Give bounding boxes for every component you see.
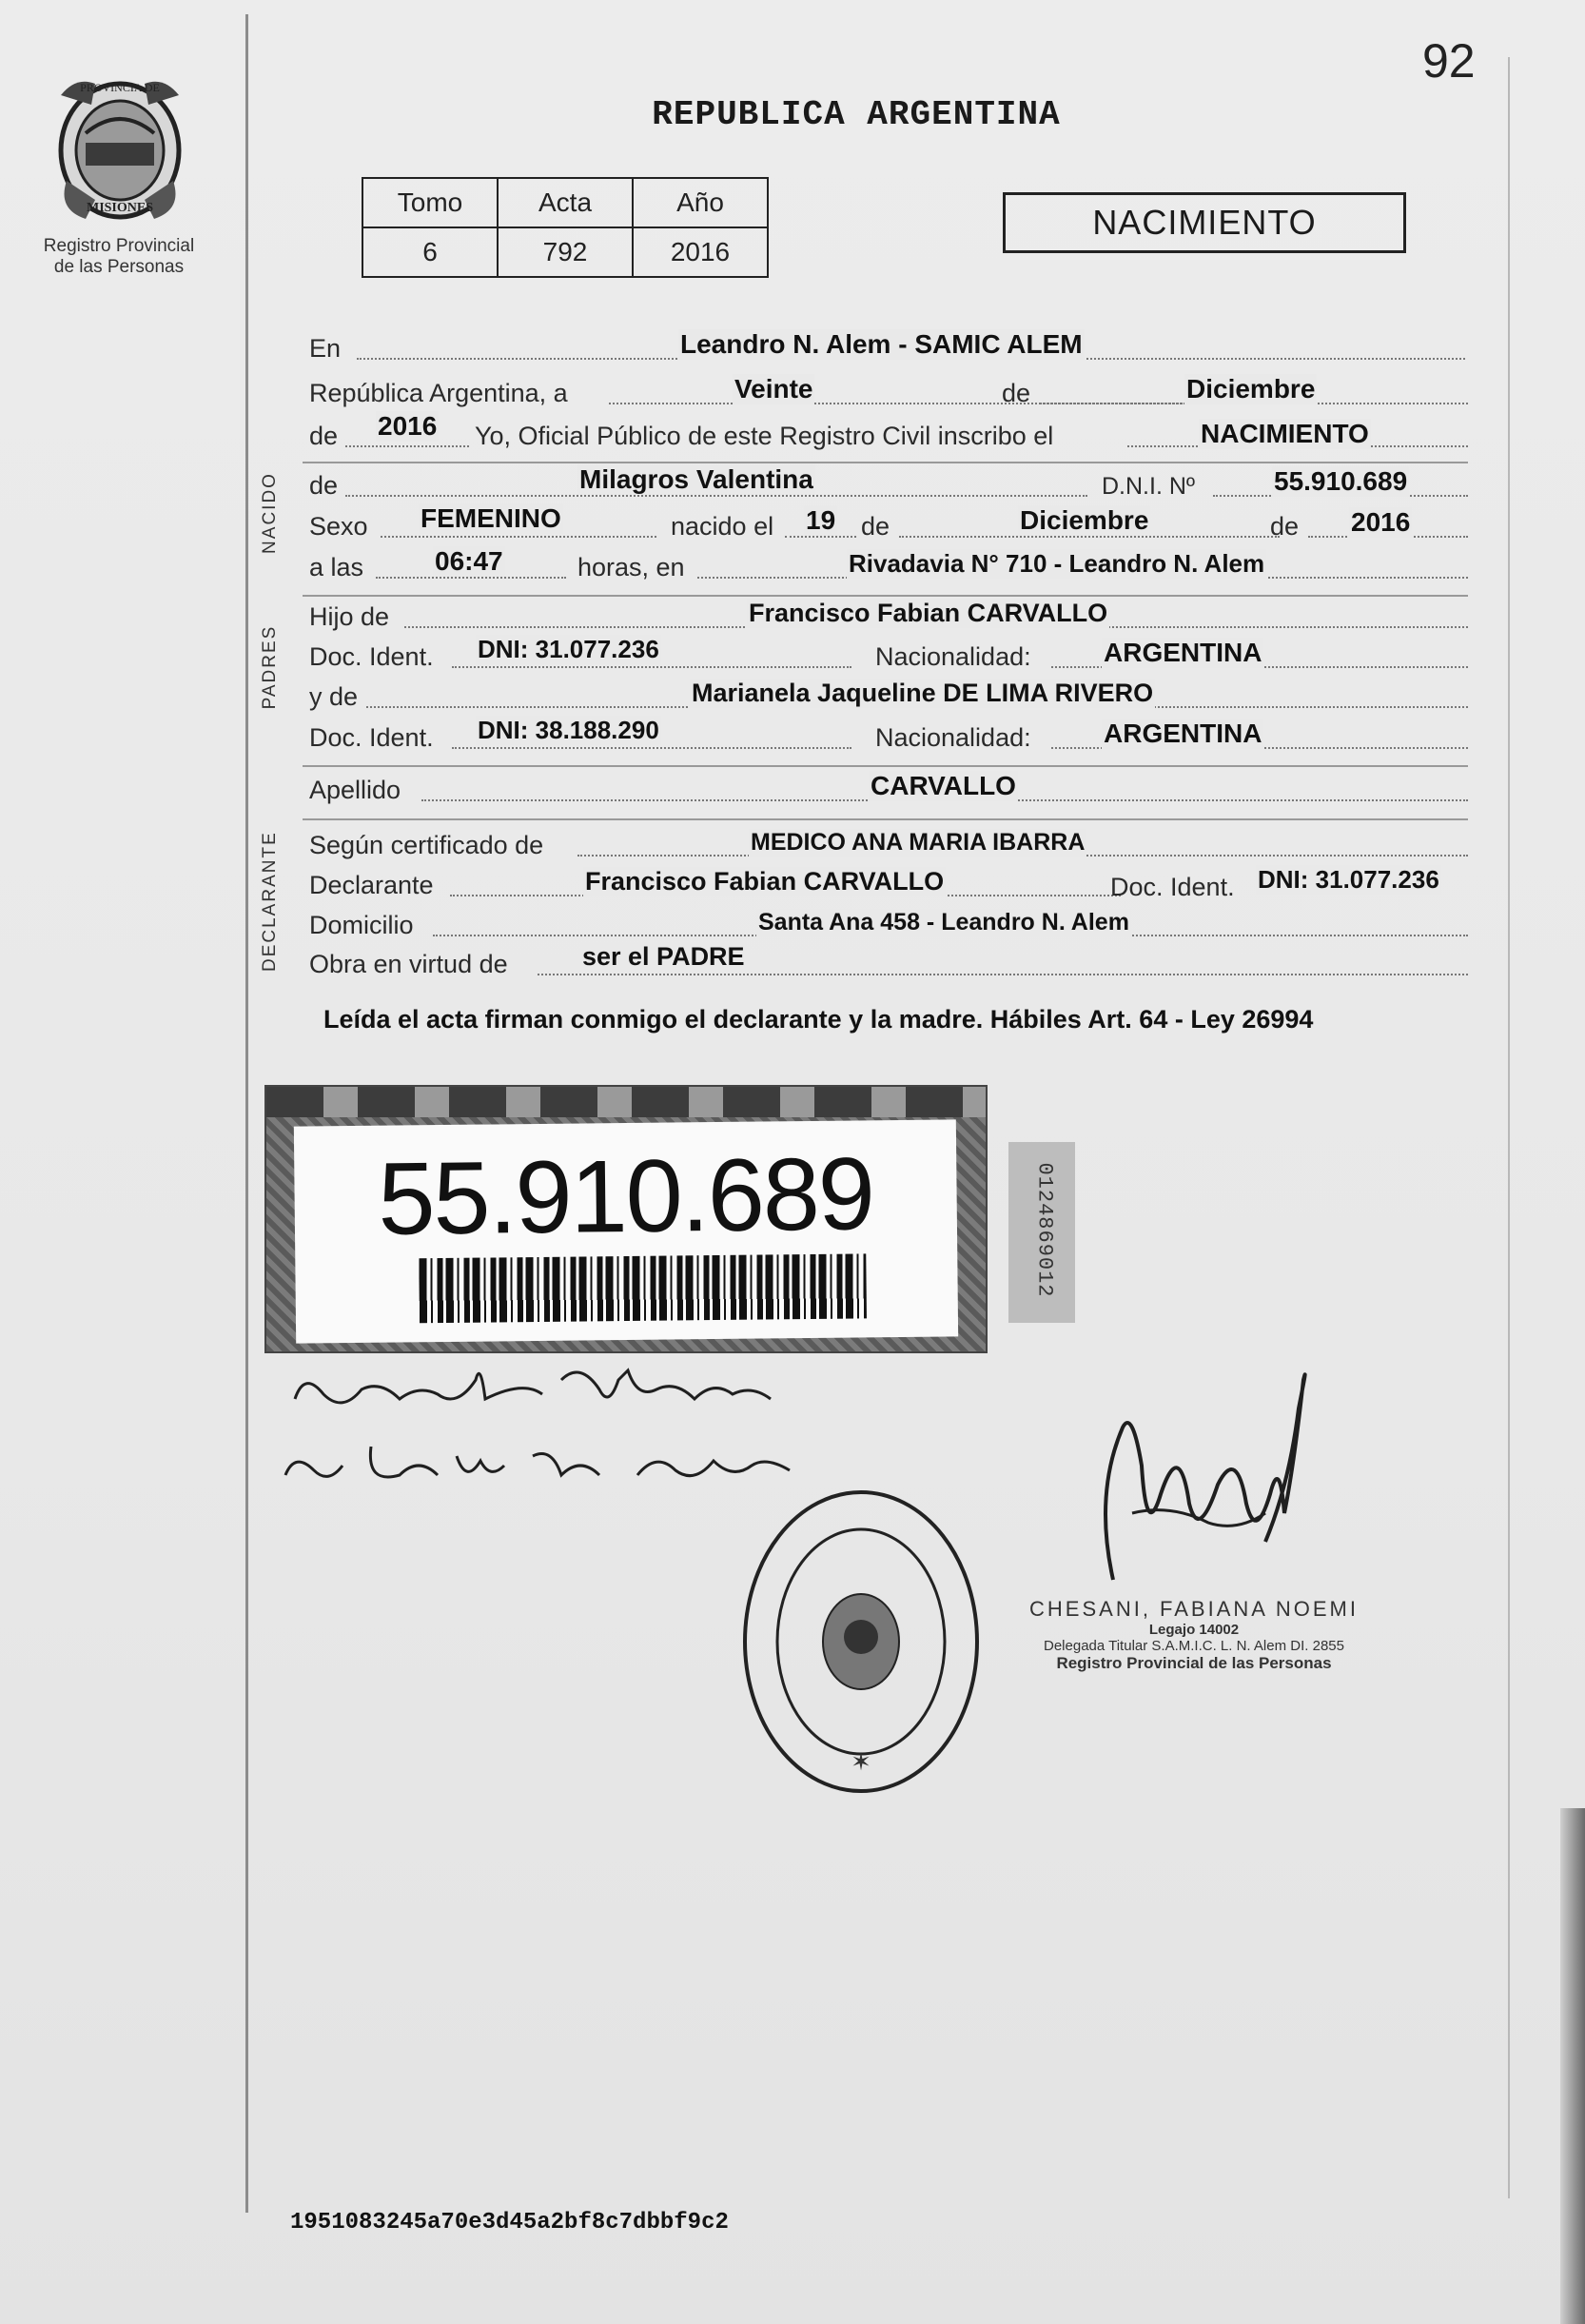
acta-value-tomo: 6 [362,227,498,277]
acta-table [362,177,769,278]
label-nac-madre: Nacionalidad: [875,723,1031,752]
label-sexo: Sexo [309,512,368,541]
value-event: NACIMIENTO [1201,419,1369,448]
page-number: 92 [1422,34,1476,88]
value-certificado: MEDICO ANA MARIA IBARRA [751,829,1086,856]
value-doc-declarante: DNI: 31.077.236 [1258,865,1439,894]
section-nacido: NACIDO [260,472,280,554]
label-de-nombre: de [309,471,339,500]
value-madre: Marianela Jaqueline DE LIMA RIVERO [692,679,1154,707]
document-hash: 1951083245a70e3d45a2bf8c7dbbf9c2 [290,2210,729,2235]
closing-text: Leída el acta firman conmigo el declarante y la madre. Hábiles Art. 64 - Ley 26994 [323,1005,1314,1034]
value-birth-month: Diciembre [1020,505,1149,535]
row-sexo [309,503,1468,543]
value-nac-madre: ARGENTINA [1104,719,1262,748]
page-edge [1508,57,1510,2198]
row-certificado [309,828,1468,862]
separator-apellido [303,818,1468,820]
svg-text:✶: ✶ [851,1748,871,1777]
value-nombre: Milagros Valentina [579,464,813,494]
officer-name: CHESANI, FABIANA NOEMI [1029,1597,1359,1621]
acta-value-acta: 792 [498,227,633,277]
label-de-year: de [1270,512,1300,541]
section-padres: PADRES [260,624,280,710]
label-nacido-el: nacido el [671,512,774,541]
scan-shadow [1560,1808,1585,2324]
value-padre: Francisco Fabian CARVALLO [749,599,1108,627]
label-a-las: a las [309,553,364,581]
registry-label: Registro Provincial de las Personas [43,236,195,277]
value-month: Diciembre [1186,374,1316,404]
officer-registry: Registro Provincial de las Personas [1056,1654,1332,1672]
row-declarante [309,865,1468,902]
label-doc-padre: Doc. Ident. [309,642,434,671]
dni-number: 55.910.689 [377,1135,874,1256]
value-obra: ser el PADRE [582,942,745,971]
value-apellido: CARVALLO [871,771,1016,800]
registry-stamp [737,1485,985,1799]
label-certificado: Según certificado de [309,831,544,859]
label-en: En [309,334,342,363]
country-title: REPUBLICA ARGENTINA [652,95,1061,134]
control-code-strip [1008,1142,1075,1323]
label-oficial-text: Yo, Oficial Público de este Registro Civil inscribo el [475,422,1054,450]
dni-label [294,1119,958,1343]
value-birth-year: 2016 [1351,507,1411,537]
value-sexo: FEMENINO [421,503,561,533]
row-obra [309,942,1468,981]
label-horas-en: horas, en [577,553,685,581]
officer-legajo: Legajo 14002 [1148,1622,1240,1638]
separator-top [303,462,1468,463]
label-y-de: y de [309,682,359,711]
row-lugar [309,331,1468,365]
label-hijo-de: Hijo de [309,602,390,631]
row-madre [309,679,1468,714]
barcode-icon [419,1253,867,1323]
misiones-crest-icon [48,67,192,233]
label-de: de [1002,379,1031,407]
label-doc-declarante: Doc. Ident. [1110,873,1235,901]
row-hijo [309,600,1468,634]
value-lugar: Leandro N. Alem - SAMIC ALEM [680,329,1083,359]
document-type-box: NACIMIENTO [1003,192,1406,253]
value-day: Veinte [734,374,813,404]
row-hora [309,546,1468,584]
label-domicilio: Domicilio [309,911,414,939]
value-birth-day: 19 [806,505,836,535]
margin-line [245,14,248,2213]
value-hora: 06:47 [435,546,503,576]
row-doc-padre [309,635,1468,674]
label-republica: República Argentina, a [309,379,568,407]
row-anio [309,411,1468,453]
row-republica [309,376,1468,410]
svg-text:PROVINCIA DE: PROVINCIA DE [80,81,160,94]
label-doc-madre: Doc. Ident. [309,723,434,752]
officer-role: Delegada Titular S.A.M.I.C. L. N. Alem DI. 2855 [1044,1638,1344,1654]
value-doc-madre: DNI: 38.188.290 [478,716,659,744]
value-dni: 55.910.689 [1274,466,1408,496]
acta-value-anio: 2016 [633,227,768,277]
row-apellido [309,773,1468,807]
row-domicilio [309,908,1468,942]
value-year: 2016 [378,411,438,441]
label-declarante: Declarante [309,871,434,899]
label-nac-padre: Nacionalidad: [875,642,1031,671]
svg-text:MISIONES: MISIONES [86,201,154,215]
acta-header-acta: Acta [498,178,633,227]
value-domicilio: Santa Ana 458 - Leandro N. Alem [758,909,1129,936]
value-doc-padre: DNI: 31.077.236 [478,635,659,663]
control-code: 0124869012 [1032,1162,1057,1298]
label-dni: D.N.I. Nº [1102,473,1196,500]
officer-block [985,1597,1403,1673]
acta-header-anio: Año [633,178,768,227]
row-nombre [309,464,1468,502]
separator-padres [303,765,1468,767]
value-nac-padre: ARGENTINA [1104,638,1262,667]
label-de-month: de [861,512,890,541]
label-de-anio: de [309,422,339,450]
officer-signature [1075,1351,1322,1618]
label-obra: Obra en virtud de [309,950,508,978]
label-apellido: Apellido [309,776,401,804]
value-declarante: Francisco Fabian CARVALLO [585,867,945,896]
value-lugar-nacimiento: Rivadavia N° 710 - Leandro N. Alem [849,549,1265,578]
dni-sticker [264,1085,988,1353]
acta-header-tomo: Tomo [362,178,498,227]
separator-nacido [303,595,1468,597]
section-declarante: DECLARANTE [260,831,280,972]
row-doc-madre [309,716,1468,755]
